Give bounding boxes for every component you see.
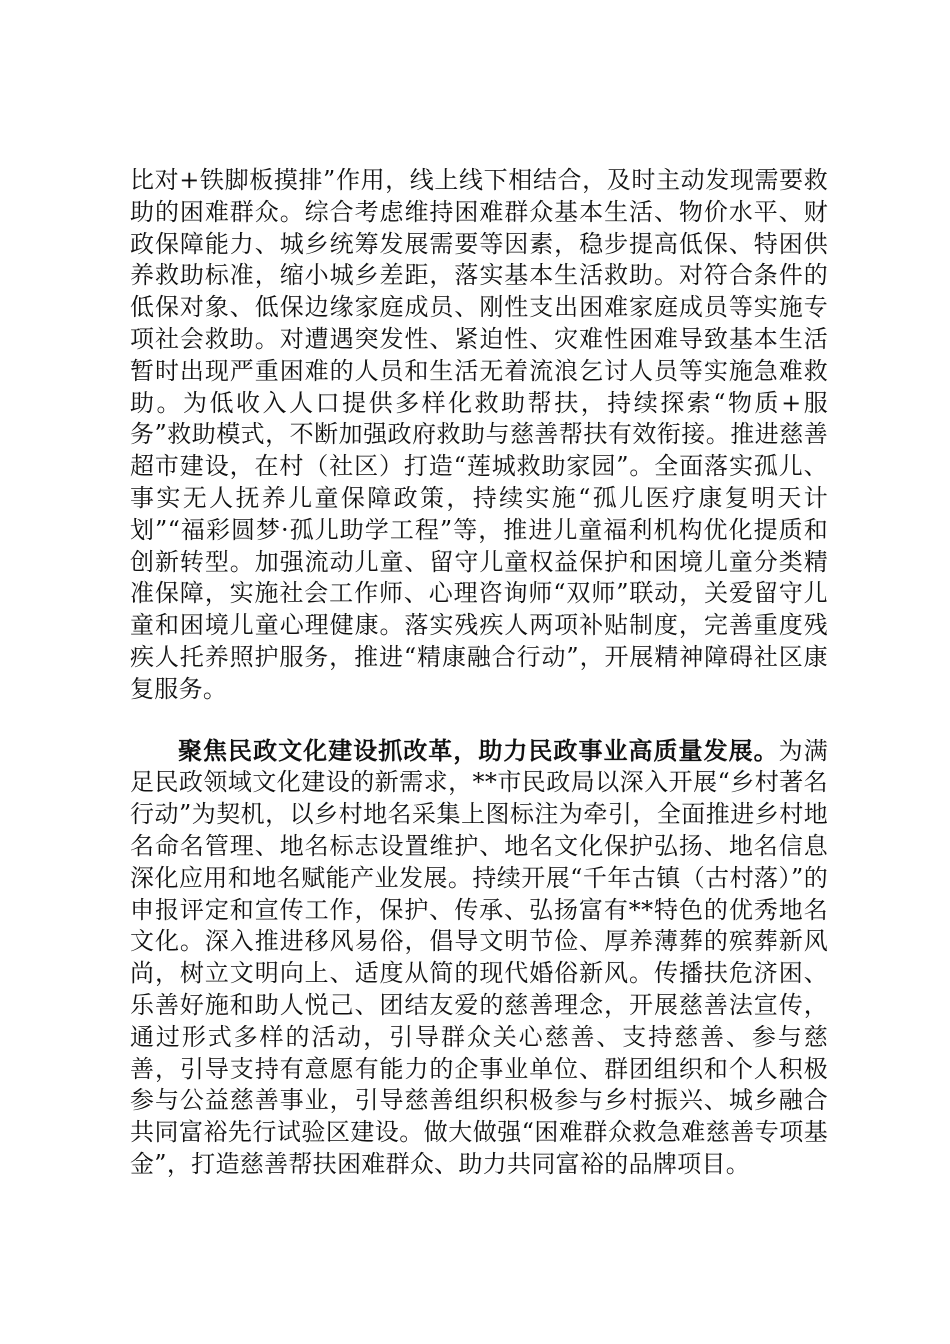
paragraph-text: 为满足民政领域文化建设的新需求，**市民政局以深入开展“乡村著名行动”为契机，以乡村地名采集上图标注为牵引，全面推进乡村地名命名管理、地名标志设置维护、地名文化保护弘扬、地名信息深化应用和地名赋能产业发展。持续开展“千年古镇（古村落）”的申报评定和宣传工作，保护、传承、弘扬富有**特色的优秀地名文化。深入推进移风易俗，倡导文明节俭、厚养薄葬的殡葬新风尚，树立文明向上、适度从简的现代婚俗新风。传播扶危济困、乐善好施和助人悦己、团结友爱的慈善理念，开展慈善法宣传，通过形式多样的活动，引导群众关心慈善、支持慈善、参与慈善，引导支持有意愿有能力的企事业单位、群团组织和个人积极参与公益慈善事业，引导慈善组织积极参与乡村振兴、城乡融合共同富裕先行试验区建设。做大做强“困难群众救急难慈善专项基金”，打造慈善帮扶困难群众、助力共同富裕的品牌项目。 bbox=[130, 736, 828, 1178]
paragraph-lead-heading: 聚焦民政文化建设抓改革，助力民政事业高质量发展。 bbox=[178, 735, 779, 765]
paragraph-social-assistance bbox=[130, 165, 828, 706]
paragraph-civil-culture bbox=[130, 735, 828, 1181]
paragraph-text: 比对+铁脚板摸排”作用，线上线下相结合，及时主动发现需要救助的困难群众。综合考虑维持困难群众基本生活、物价水平、财政保障能力、城乡统筹发展需要等因素，稳步提高低保、特困供养救助标准，缩小城乡差距，落实基本生活救助。对符合条件的低保对象、低保边缘家庭成员、刚性支出困难家庭成员等实施专项社会救助。对遭遇突发性、紧迫性、灾难性困难导致基本生活暂时出现严重困难的人员和生活无着流浪乞讨人员等实施急难救助。为低收入人口提供多样化救助帮扶，持续探索“物质+服务”救助模式，不断加强政府救助与慈善帮扶有效衔接。推进慈善超市建设，在村（社区）打造“莲城救助家园”。全面落实孤儿、事实无人抚养儿童保障政策，持续实施“孤儿医疗康复明天计划”“福彩圆梦·孤儿助学工程”等，推进儿童福利机构优化提质和创新转型。加强流动儿童、留守儿童权益保护和困境儿童分类精准保障，实施社会工作师、心理咨询师“双师”联动，关爱留守儿童和困境儿童心理健康。落实残疾人两项补贴制度，完善重度残疾人托养照护服务，推进“精康融合行动”，开展精神障碍社区康复服务。 bbox=[130, 166, 828, 703]
document-body bbox=[130, 165, 828, 1181]
